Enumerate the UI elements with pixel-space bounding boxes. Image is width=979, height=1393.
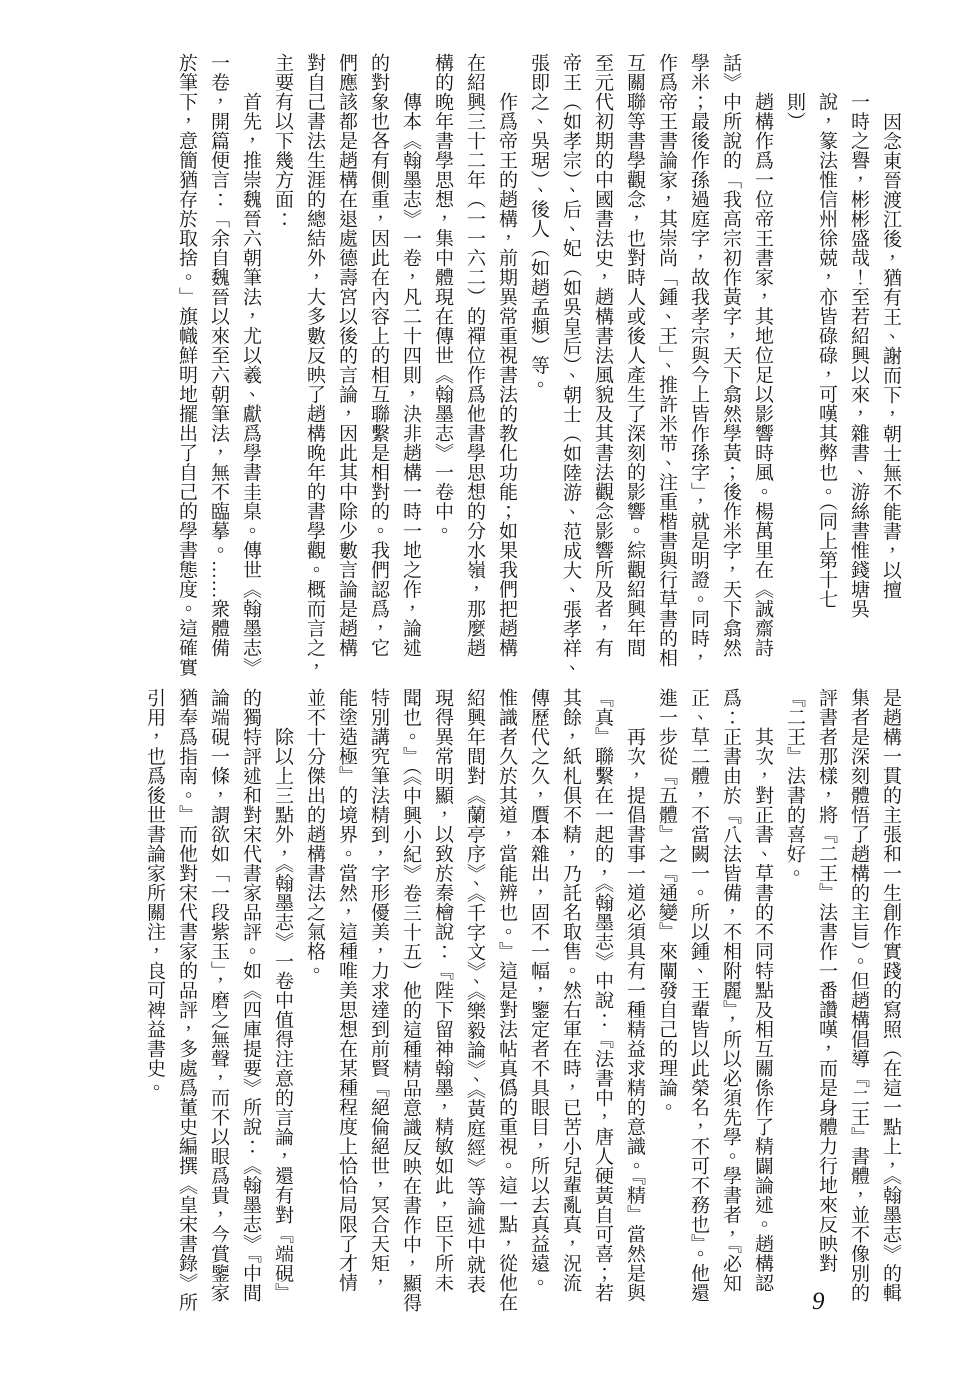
text-column: 構的晚年書學思想，集中體現在傳世《翰墨志》一卷中。	[432, 53, 453, 541]
text-column: 因念東晉渡江後，猶有王、謝而下，朝士無不能書，以擅	[880, 111, 901, 599]
text-column: 學米；最後作孫過庭字，故我孝宗與今上皆作孫字」，就是明證。同時，	[688, 53, 709, 668]
text-column: 的獨特評述和對宋代書家品評。如《四庫提要》所說：《翰墨志》『中間	[240, 688, 261, 1303]
text-column: 一時之譽，彬彬盛哉！至若紹興以來，雜書、游絲書惟錢塘吳	[848, 92, 869, 619]
text-column: 帝王（如孝宗）、后、妃（如吳皇后）、朝士（如陸游、范成大、張孝祥、	[560, 53, 581, 678]
text-column: 引用，也爲後世書論家所關注，良可裨益書史。	[144, 688, 165, 1098]
text-column: 話》中所說的「我高宗初作黃字，天下翕然學黃；後作米字，天下翕然	[720, 53, 741, 658]
text-column: 其餘，紙札俱不精，乃託名取售。然右軍在時，已苦小兒輩亂真，況流	[560, 688, 581, 1293]
text-column: 評書者那樣，將『二王』法書作一番讚嘆，而是身體力行地來反映對	[816, 688, 837, 1273]
bottom-text-block	[138, 688, 906, 1313]
text-column: 互關聯等書學觀念，也對時人或後人產生了深刻的影響。綜觀紹興年間	[624, 53, 645, 658]
text-column: 紹興年間對《蘭亭序》、《千字文》、《樂毅論》、《黃庭經》等論述中就表	[464, 688, 485, 1294]
text-column: 再次，提倡書事一道必須具有一種精益求精的意識。『精』當然是與	[624, 727, 645, 1303]
text-column: 其次，對正書、草書的不同特點及相互關係作了精闢論述。趙構認	[752, 727, 773, 1293]
top-text-block	[170, 53, 906, 678]
text-column: 作爲帝王的趙構，前期異常重視書法的教化功能；如果我們把趙構	[496, 92, 517, 658]
text-column: 主要有以下幾方面：	[272, 53, 293, 229]
text-column: 是趙構一貫的主張和一生創作實踐的寫照（在這一點上，《翰墨志》的輯	[880, 688, 901, 1303]
text-column: 『真』聯繫在一起的，《翰墨志》中說：『法書中，唐人硬黃自可喜；若	[592, 688, 613, 1303]
text-column: 惟識者久於其道，當能辨也。』這是對法帖真僞的重視。這一點，從他在	[496, 688, 517, 1312]
text-column: 們應該都是趙構在退處德壽宮以後的言論，因此其中除少數言論是趙構	[336, 53, 357, 658]
text-column: 現得異常明顯，以致於秦檜說：『陛下留神翰墨，精敏如此，臣下所未	[432, 688, 453, 1293]
text-column: 在紹興三十二年（一一六二）的禪位作爲他書學思想的分水嶺，那麼趙	[464, 53, 485, 658]
text-column: 並不十分傑出的趙構書法之氣格。	[304, 688, 325, 981]
text-column: 首先，推崇魏晉六朝筆法，尤以羲、獻爲學書圭臬。傳世《翰墨志》	[240, 92, 261, 677]
text-column: 能塗造極』的境界。當然，這種唯美思想在某種程度上恰恰局限了才情	[336, 688, 357, 1293]
text-column: 對自己書法生涯的總結外，大多數反映了趙構晚年的書學觀。概而言之，	[304, 53, 325, 677]
text-column: 的對象也各有側重，因此在內容上的相互聯繫是相對的。我們認爲，它	[368, 53, 389, 658]
text-column: 趙構作爲一位帝王書家，其地位足以影響時風。楊萬里在《誠齋詩	[752, 92, 773, 658]
text-column: 至元代初期的中國書法史，趙構書法風貌及其書法觀念影響所及者，有	[592, 53, 613, 658]
text-column: 於筆下，意簡猶存於取捨。」旗幟鮮明地擺出了自己的學書態度。這確實	[176, 53, 197, 677]
text-column: 論端硯一條，謂欲如「一段紫玉」，磨之無聲，而不以眼爲貴，今賞鑒家	[208, 688, 229, 1303]
text-column: 則）	[784, 92, 805, 131]
text-column: 『二王』法書的喜好。	[784, 688, 805, 883]
text-column: 傳歷代之久，贋本雜出，固不一幅，鑒定者不具眼目，所以去真益遠。	[528, 688, 549, 1293]
text-column: 張即之、吳琚）、後人（如趙孟頫）等。	[528, 53, 549, 395]
text-column: 進一步從『五體』之『通變』來闡發自己的理論。	[656, 688, 677, 1117]
text-column: 一卷，開篇便言：「余自魏晉以來至六朝筆法，無不臨摹。……衆體備	[208, 53, 229, 658]
text-column: 作爲帝王書論家，其崇尚「鍾、王」、推許米芾、注重楷書與行草書的相	[656, 53, 677, 668]
text-column: 特別講究筆法精到，字形優美，力求達到前賢『絕倫絕世，冥合天矩，	[368, 688, 389, 1293]
text-column: 集者是深刻體悟了趙構的主旨）。但趙構倡導『二王』書體，並不像別的	[848, 688, 869, 1303]
text-column: 除以上三點外，《翰墨志》一卷中值得注意的言論，還有對『端硯』	[272, 727, 293, 1303]
text-column: 爲：正書由於『八法皆備，不相附麗』，所以必須先學。學書者，『必知	[720, 688, 741, 1293]
text-column: 傳本《翰墨志》一卷，凡二十四則，決非趙構一時一地之作，論述	[400, 92, 421, 658]
text-column: 聞也。』（《中興小紀》卷三十五）他的這種精品意識反映在書作中，顯得	[400, 688, 421, 1313]
text-column: 正、草二體，不當闕一。所以鍾、王輩皆以此榮名，不可不務也』。他還	[688, 688, 709, 1303]
text-column: 猶奉爲指南。』而他對宋代書家的品評，多處爲董史編撰《皇宋書錄》所	[176, 688, 197, 1312]
page-number: 9	[812, 1288, 825, 1315]
text-column: 說，篆法惟信州徐兢，亦皆碌碌，可嘆其弊也。（同上第十七	[816, 92, 837, 609]
